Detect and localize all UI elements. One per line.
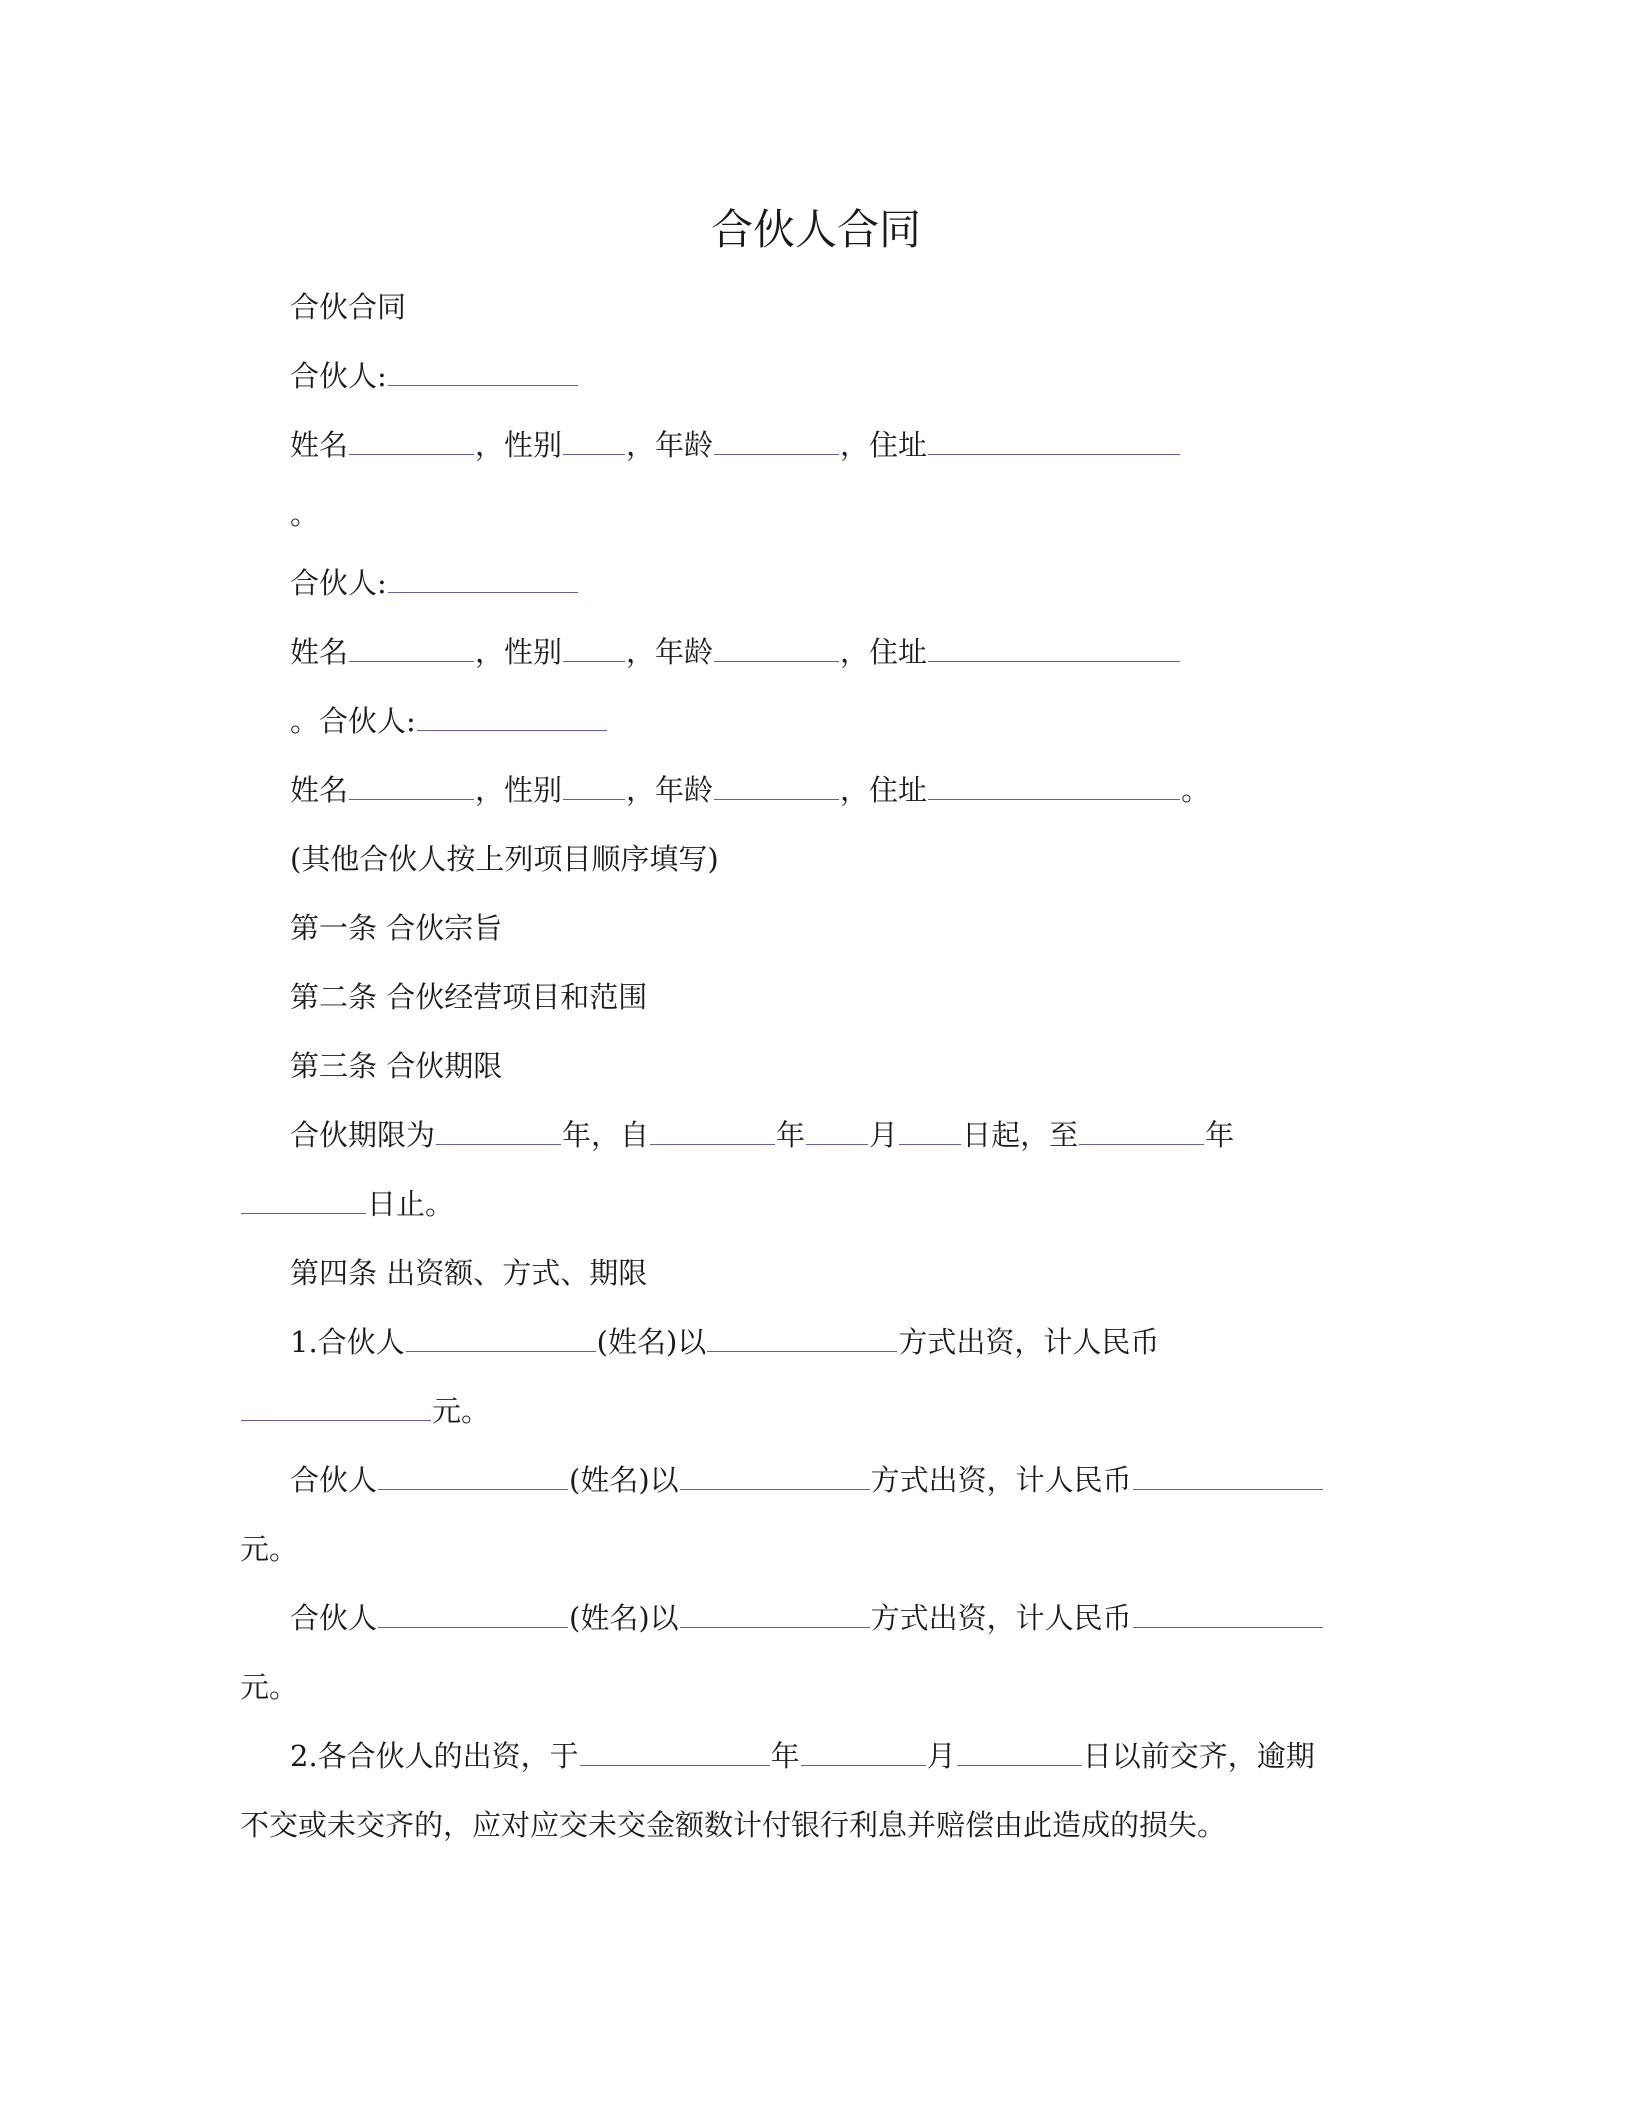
address-label: ，住址 xyxy=(840,635,928,669)
clause-2-line-2: 不交或未交齐的，应对应交未交金额数计付银行利息并赔偿由此造成的损失。 xyxy=(240,1808,1227,1842)
document-title: 合伙人合同 xyxy=(710,205,921,254)
day-from-to-label: 日起，至 xyxy=(962,1118,1079,1152)
contribution-2-end xyxy=(240,1525,1392,1573)
article-1-heading: 第一条 合伙宗旨 xyxy=(290,911,503,945)
yuan-label: 元。 xyxy=(240,1532,299,1566)
partner-2-details xyxy=(240,628,1392,676)
name-blank[interactable] xyxy=(349,635,474,662)
partner-3-details xyxy=(240,766,1392,814)
period-mark: 。 xyxy=(1181,773,1211,807)
age-label: ，年龄 xyxy=(626,428,714,462)
method-blank[interactable] xyxy=(680,1463,870,1490)
period-mark: 。 xyxy=(290,497,320,531)
subtitle xyxy=(240,283,1392,331)
period-line xyxy=(240,490,1392,538)
partner-1-details xyxy=(240,421,1392,469)
name-by-label: (姓名)以 xyxy=(569,1463,679,1497)
address-blank[interactable] xyxy=(928,428,1180,455)
name-label: 姓名 xyxy=(290,428,349,462)
contribution-prefix: 1.合伙人 xyxy=(290,1325,405,1359)
age-blank[interactable] xyxy=(714,635,839,662)
method-contrib-label: 方式出资，计人民币 xyxy=(898,1325,1160,1359)
partner-name-blank[interactable] xyxy=(406,1325,596,1352)
partner-name-blank[interactable] xyxy=(388,359,578,386)
partner-word: 合伙人 xyxy=(290,1601,378,1635)
partner-3-line xyxy=(240,697,1392,745)
term-years-blank[interactable] xyxy=(436,1118,561,1145)
start-day-blank[interactable] xyxy=(899,1118,961,1145)
yuan-label: 元。 xyxy=(240,1670,299,1704)
address-label: ，住址 xyxy=(840,773,928,807)
month-label: 月 xyxy=(926,1739,956,1773)
name-by-label: (姓名)以 xyxy=(569,1601,679,1635)
partner-name-blank[interactable] xyxy=(417,704,607,731)
year-from-label: 年，自 xyxy=(562,1118,650,1152)
address-blank[interactable] xyxy=(928,635,1180,662)
age-label: ，年龄 xyxy=(626,635,714,669)
amount-blank[interactable] xyxy=(1133,1463,1323,1490)
start-month-blank[interactable] xyxy=(806,1118,868,1145)
partner-name-blank[interactable] xyxy=(388,566,578,593)
method-contrib-label: 方式出资，计人民币 xyxy=(870,1601,1132,1635)
contribution-3-end xyxy=(240,1663,1392,1711)
name-blank[interactable] xyxy=(349,773,474,800)
clause-2-prefix: 2.各合伙人的出资，于 xyxy=(290,1739,579,1773)
term-line-2 xyxy=(240,1180,1392,1228)
partner-2-line xyxy=(240,559,1392,607)
gender-label: ，性别 xyxy=(475,773,563,807)
month-label: 月 xyxy=(869,1118,899,1152)
age-blank[interactable] xyxy=(714,428,839,455)
name-by-label: (姓名)以 xyxy=(596,1325,707,1359)
contribution-1-amount xyxy=(240,1387,1392,1435)
deadline-month-blank[interactable] xyxy=(801,1739,926,1766)
end-year-blank[interactable] xyxy=(1079,1118,1204,1145)
contribution-2-line xyxy=(240,1456,1392,1504)
partner-name-blank[interactable] xyxy=(378,1601,568,1628)
other-partners-note: (其他合伙人按上列项目顺序填写) xyxy=(290,842,719,876)
term-prefix: 合伙期限为 xyxy=(290,1118,436,1152)
method-contrib-label: 方式出资，计人民币 xyxy=(870,1463,1132,1497)
age-label: ，年龄 xyxy=(626,773,714,807)
partner-1-line xyxy=(240,352,1392,400)
year-label: 年 xyxy=(770,1739,800,1773)
end-day-blank[interactable] xyxy=(241,1187,366,1214)
gender-blank[interactable] xyxy=(563,773,625,800)
gender-blank[interactable] xyxy=(563,428,625,455)
partner-name-blank[interactable] xyxy=(378,1463,568,1490)
gender-label: ，性别 xyxy=(475,428,563,462)
amount-blank[interactable] xyxy=(1133,1601,1323,1628)
subtitle-text: 合伙合同 xyxy=(290,290,407,324)
year-label: 年 xyxy=(1205,1118,1235,1152)
term-line xyxy=(240,1111,1392,1159)
method-blank[interactable] xyxy=(680,1601,870,1628)
partner-label: 合伙人: xyxy=(290,566,387,600)
article-4-heading: 第四条 出资额、方式、期限 xyxy=(290,1256,648,1290)
gender-label: ，性别 xyxy=(475,635,563,669)
deadline-day-blank[interactable] xyxy=(957,1739,1082,1766)
day-end-label: 日止。 xyxy=(367,1187,455,1221)
clause-2-tail: 日以前交齐，逾期 xyxy=(1082,1739,1315,1773)
address-blank[interactable] xyxy=(928,773,1180,800)
yuan-label: 元。 xyxy=(432,1394,491,1428)
start-year-blank[interactable] xyxy=(650,1118,775,1145)
partner-label: 。合伙人: xyxy=(290,704,416,738)
name-blank[interactable] xyxy=(349,428,474,455)
method-blank[interactable] xyxy=(707,1325,897,1352)
clause-2-line-1 xyxy=(240,1732,1392,1780)
year-label: 年 xyxy=(776,1118,806,1152)
address-label: ，住址 xyxy=(840,428,928,462)
partner-label: 合伙人: xyxy=(290,359,387,393)
partner-word: 合伙人 xyxy=(290,1463,378,1497)
gender-blank[interactable] xyxy=(563,635,625,662)
name-label: 姓名 xyxy=(290,635,349,669)
article-2-heading: 第二条 合伙经营项目和范围 xyxy=(290,980,648,1014)
age-blank[interactable] xyxy=(714,773,839,800)
name-label: 姓名 xyxy=(290,773,349,807)
amount-blank[interactable] xyxy=(241,1394,431,1421)
contribution-3-line xyxy=(240,1594,1392,1642)
deadline-year-blank[interactable] xyxy=(580,1739,770,1766)
article-3-heading: 第三条 合伙期限 xyxy=(290,1049,503,1083)
contribution-1-line xyxy=(240,1318,1392,1366)
